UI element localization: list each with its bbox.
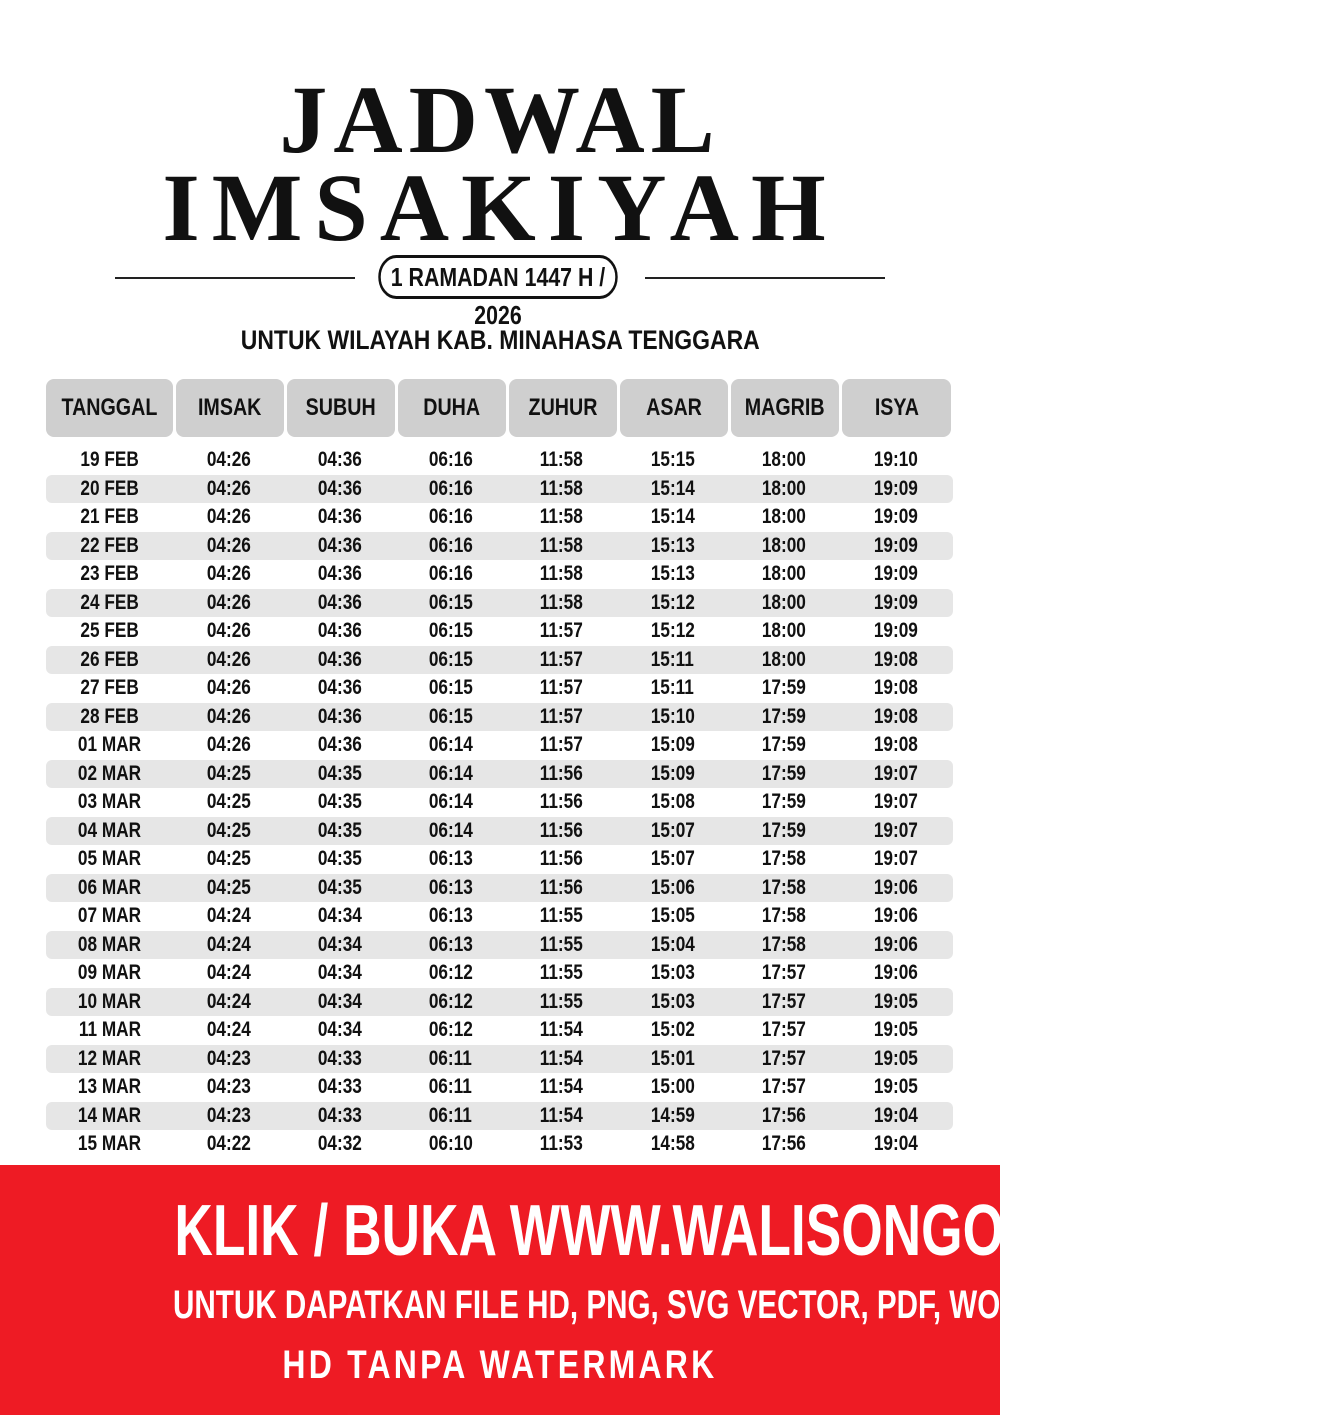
cell-magrib: 17:56 [761, 1132, 806, 1156]
header-cell-subuh: SUBUH [287, 379, 395, 437]
table-row [46, 1073, 953, 1102]
cell-zuhur: 11:56 [539, 818, 584, 842]
table-row [46, 446, 953, 475]
cell-tanggal: 10 MAR [77, 989, 142, 1013]
cell-magrib: 17:58 [761, 932, 806, 956]
table-row [46, 988, 953, 1017]
cell-imsak: 04:26 [206, 733, 251, 757]
cell-duha: 06:11 [428, 1046, 473, 1070]
cell-zuhur: 11:57 [539, 619, 584, 643]
cell-isya: 19:06 [873, 904, 919, 928]
cell-imsak: 04:26 [206, 448, 251, 472]
table-row [46, 845, 953, 874]
cell-imsak: 04:23 [206, 1046, 251, 1070]
cell-subuh: 04:36 [317, 647, 362, 671]
cell-isya: 19:06 [873, 875, 919, 899]
cell-isya: 19:09 [873, 590, 919, 614]
cell-magrib: 17:59 [761, 704, 806, 728]
cell-isya: 19:08 [873, 647, 919, 671]
cell-imsak: 04:26 [206, 619, 251, 643]
cell-duha: 06:12 [428, 961, 473, 985]
cell-subuh: 04:36 [317, 590, 362, 614]
cell-magrib: 17:59 [761, 790, 806, 814]
cell-zuhur: 11:56 [539, 847, 584, 871]
cell-duha: 06:11 [428, 1103, 473, 1127]
cell-duha: 06:16 [428, 476, 473, 500]
cell-magrib: 17:57 [761, 1075, 806, 1099]
banner-headline[interactable]: KLIK / BUKA WWW.WALISONGO.CO.ID [174, 1191, 1167, 1271]
cell-asar: 15:15 [650, 448, 695, 472]
cell-duha: 06:14 [428, 818, 473, 842]
cell-tanggal: 26 FEB [80, 647, 139, 671]
cell-subuh: 04:36 [317, 562, 362, 586]
cell-duha: 06:11 [428, 1075, 473, 1099]
cell-magrib: 17:57 [761, 961, 806, 985]
cell-tanggal: 28 FEB [80, 704, 139, 728]
cell-isya: 19:06 [873, 932, 919, 956]
cell-asar: 15:11 [650, 676, 695, 700]
cell-subuh: 04:34 [317, 961, 362, 985]
cell-isya: 19:09 [873, 562, 919, 586]
cell-duha: 06:16 [428, 505, 473, 529]
divider-left [115, 277, 355, 279]
cell-duha: 06:12 [428, 1018, 473, 1042]
cell-zuhur: 11:58 [539, 590, 584, 614]
table-row [46, 1016, 953, 1045]
cell-isya: 19:09 [873, 533, 919, 557]
table-row [46, 703, 953, 732]
table-header [46, 379, 953, 437]
cell-tanggal: 01 MAR [77, 733, 142, 757]
cell-imsak: 04:26 [206, 704, 251, 728]
cell-tanggal: 03 MAR [77, 790, 142, 814]
cell-magrib: 17:58 [761, 847, 806, 871]
cell-imsak: 04:26 [206, 562, 251, 586]
cell-tanggal: 20 FEB [80, 476, 139, 500]
cell-duha: 06:14 [428, 790, 473, 814]
cell-zuhur: 11:57 [539, 733, 584, 757]
table-row [46, 788, 953, 817]
cell-duha: 06:16 [428, 533, 473, 557]
cell-imsak: 04:24 [206, 961, 251, 985]
table-row [46, 760, 953, 789]
cell-subuh: 04:36 [317, 505, 362, 529]
cell-imsak: 04:26 [206, 647, 251, 671]
cell-magrib: 17:57 [761, 1046, 806, 1070]
cell-asar: 15:10 [650, 704, 695, 728]
cell-asar: 15:14 [650, 505, 695, 529]
table-row [46, 503, 953, 532]
cell-magrib: 17:58 [761, 904, 806, 928]
cell-asar: 15:12 [650, 619, 695, 643]
cell-zuhur: 11:54 [539, 1075, 584, 1099]
cell-asar: 15:06 [650, 875, 695, 899]
cell-isya: 19:08 [873, 676, 919, 700]
cell-duha: 06:15 [428, 647, 473, 671]
cell-tanggal: 23 FEB [80, 562, 139, 586]
cell-imsak: 04:25 [206, 790, 251, 814]
cell-subuh: 04:36 [317, 476, 362, 500]
cell-magrib: 18:00 [761, 505, 806, 529]
cell-imsak: 04:26 [206, 505, 251, 529]
cell-magrib: 17:57 [761, 1018, 806, 1042]
table-row [46, 617, 953, 646]
cell-imsak: 04:25 [206, 818, 251, 842]
cell-asar: 15:07 [650, 847, 695, 871]
cell-tanggal: 15 MAR [77, 1132, 142, 1156]
cell-zuhur: 11:57 [539, 647, 584, 671]
cell-asar: 15:11 [650, 647, 695, 671]
cell-magrib: 18:00 [761, 533, 806, 557]
cell-zuhur: 11:56 [539, 761, 584, 785]
table-row [46, 1045, 953, 1074]
cell-isya: 19:09 [873, 476, 919, 500]
cell-magrib: 17:59 [761, 818, 806, 842]
cell-zuhur: 11:53 [539, 1132, 584, 1156]
cell-imsak: 04:25 [206, 761, 251, 785]
cell-asar: 15:09 [650, 761, 695, 785]
cell-zuhur: 11:58 [539, 448, 584, 472]
cell-isya: 19:07 [873, 818, 919, 842]
cell-zuhur: 11:55 [539, 932, 584, 956]
cell-subuh: 04:36 [317, 733, 362, 757]
header-cell-isya: ISYA [842, 379, 951, 437]
cell-duha: 06:13 [428, 875, 473, 899]
cell-subuh: 04:34 [317, 1018, 362, 1042]
cell-zuhur: 11:55 [539, 961, 584, 985]
table-row [46, 560, 953, 589]
cell-magrib: 17:59 [761, 761, 806, 785]
cell-duha: 06:12 [428, 989, 473, 1013]
table-row [46, 532, 953, 561]
cell-zuhur: 11:57 [539, 704, 584, 728]
cell-tanggal: 21 FEB [80, 505, 139, 529]
cell-tanggal: 07 MAR [77, 904, 142, 928]
table-row [46, 931, 953, 960]
cell-isya: 19:04 [873, 1132, 919, 1156]
cell-magrib: 18:00 [761, 448, 806, 472]
cell-isya: 19:08 [873, 733, 919, 757]
cell-tanggal: 04 MAR [77, 818, 142, 842]
cell-magrib: 17:59 [761, 676, 806, 700]
divider-right [645, 277, 885, 279]
cell-asar: 15:12 [650, 590, 695, 614]
title-line-1: JADWAL [279, 66, 721, 173]
cell-tanggal: 13 MAR [77, 1075, 142, 1099]
cell-isya: 19:06 [873, 961, 919, 985]
cell-zuhur: 11:55 [539, 989, 584, 1013]
schedule-table-body [46, 446, 953, 1159]
cell-subuh: 04:36 [317, 676, 362, 700]
header-cell-tanggal: TANGGAL [46, 379, 173, 437]
cell-asar: 15:13 [650, 533, 695, 557]
cell-isya: 19:05 [873, 1046, 919, 1070]
period-badge: 1 RAMADAN 1447 H / 2026 [378, 255, 617, 299]
cell-imsak: 04:23 [206, 1103, 251, 1127]
cell-tanggal: 22 FEB [80, 533, 139, 557]
cell-duha: 06:15 [428, 704, 473, 728]
cell-tanggal: 06 MAR [77, 875, 142, 899]
cell-isya: 19:07 [873, 847, 919, 871]
cell-tanggal: 08 MAR [77, 932, 142, 956]
cell-magrib: 18:00 [761, 562, 806, 586]
cell-subuh: 04:34 [317, 932, 362, 956]
cell-duha: 06:10 [428, 1132, 473, 1156]
cell-duha: 06:13 [428, 847, 473, 871]
cell-tanggal: 27 FEB [80, 676, 139, 700]
cell-asar: 15:04 [650, 932, 695, 956]
cell-subuh: 04:33 [317, 1046, 362, 1070]
cell-zuhur: 11:54 [539, 1103, 584, 1127]
cell-magrib: 18:00 [761, 590, 806, 614]
cell-asar: 15:14 [650, 476, 695, 500]
cell-tanggal: 09 MAR [77, 961, 142, 985]
cell-subuh: 04:33 [317, 1103, 362, 1127]
cell-zuhur: 11:54 [539, 1018, 584, 1042]
table-row [46, 589, 953, 618]
cell-imsak: 04:22 [206, 1132, 251, 1156]
cell-isya: 19:05 [873, 1018, 919, 1042]
cell-asar: 14:59 [650, 1103, 695, 1127]
cell-isya: 19:05 [873, 1075, 919, 1099]
cell-magrib: 17:57 [761, 989, 806, 1013]
header-cell-magrib: MAGRIB [731, 379, 839, 437]
cell-magrib: 18:00 [761, 619, 806, 643]
cell-zuhur: 11:58 [539, 476, 584, 500]
cell-zuhur: 11:58 [539, 533, 584, 557]
cell-subuh: 04:35 [317, 790, 362, 814]
table-row [46, 1130, 953, 1159]
cell-asar: 15:03 [650, 989, 695, 1013]
cell-asar: 15:09 [650, 733, 695, 757]
cell-imsak: 04:26 [206, 476, 251, 500]
cell-subuh: 04:36 [317, 448, 362, 472]
cell-asar: 15:00 [650, 1075, 695, 1099]
cell-duha: 06:15 [428, 619, 473, 643]
banner-note: HD TANPA WATERMARK [282, 1343, 718, 1387]
title-line-2: IMSAKIYAH [162, 154, 838, 261]
cell-subuh: 04:35 [317, 818, 362, 842]
cell-subuh: 04:36 [317, 704, 362, 728]
cell-asar: 14:58 [650, 1132, 695, 1156]
cell-asar: 15:05 [650, 904, 695, 928]
cell-tanggal: 11 MAR [78, 1018, 141, 1042]
cell-zuhur: 11:58 [539, 562, 584, 586]
table-row [46, 674, 953, 703]
cell-duha: 06:15 [428, 676, 473, 700]
cell-tanggal: 05 MAR [77, 847, 142, 871]
cell-isya: 19:09 [873, 619, 919, 643]
cell-isya: 19:10 [873, 448, 919, 472]
cell-imsak: 04:24 [206, 904, 251, 928]
cell-subuh: 04:35 [317, 875, 362, 899]
cell-duha: 06:16 [428, 562, 473, 586]
cell-duha: 06:14 [428, 761, 473, 785]
cell-magrib: 18:00 [761, 647, 806, 671]
cell-imsak: 04:24 [206, 1018, 251, 1042]
cell-subuh: 04:35 [317, 847, 362, 871]
cell-zuhur: 11:56 [539, 875, 584, 899]
table-row [46, 959, 953, 988]
cell-isya: 19:07 [873, 790, 919, 814]
cell-magrib: 17:59 [761, 733, 806, 757]
cell-zuhur: 11:55 [539, 904, 584, 928]
cell-asar: 15:07 [650, 818, 695, 842]
cell-tanggal: 25 FEB [80, 619, 139, 643]
header-cell-duha: DUHA [398, 379, 506, 437]
cell-zuhur: 11:56 [539, 790, 584, 814]
cell-imsak: 04:23 [206, 1075, 251, 1099]
cell-subuh: 04:32 [317, 1132, 362, 1156]
cell-tanggal: 02 MAR [77, 761, 142, 785]
cell-subuh: 04:35 [317, 761, 362, 785]
cell-tanggal: 24 FEB [80, 590, 139, 614]
table-row [46, 1102, 953, 1131]
header-cell-asar: ASAR [620, 379, 728, 437]
cell-subuh: 04:36 [317, 619, 362, 643]
banner-subline: UNTUK DAPATKAN FILE HD, PNG, SVG VECTOR, PDF, WORD, EXCEL [173, 1283, 1159, 1327]
cell-subuh: 04:34 [317, 989, 362, 1013]
cell-zuhur: 11:57 [539, 676, 584, 700]
cell-duha: 06:16 [428, 448, 473, 472]
table-row [46, 902, 953, 931]
cell-isya: 19:04 [873, 1103, 919, 1127]
cell-magrib: 17:58 [761, 875, 806, 899]
cell-asar: 15:02 [650, 1018, 695, 1042]
table-row [46, 874, 953, 903]
cell-duha: 06:13 [428, 932, 473, 956]
table-row [46, 646, 953, 675]
cell-duha: 06:14 [428, 733, 473, 757]
cell-subuh: 04:33 [317, 1075, 362, 1099]
cell-asar: 15:08 [650, 790, 695, 814]
cell-imsak: 04:25 [206, 847, 251, 871]
cell-imsak: 04:26 [206, 590, 251, 614]
cell-asar: 15:01 [650, 1046, 695, 1070]
cell-isya: 19:08 [873, 704, 919, 728]
cell-subuh: 04:36 [317, 533, 362, 557]
region-subtitle: UNTUK WILAYAH KAB. MINAHASA TENGGARA [240, 325, 760, 355]
header-cell-zuhur: ZUHUR [509, 379, 617, 437]
cell-asar: 15:13 [650, 562, 695, 586]
cell-imsak: 04:26 [206, 676, 251, 700]
cell-imsak: 04:24 [206, 932, 251, 956]
cell-magrib: 17:56 [761, 1103, 806, 1127]
table-row [46, 731, 953, 760]
cell-imsak: 04:24 [206, 989, 251, 1013]
cell-asar: 15:03 [650, 961, 695, 985]
cell-zuhur: 11:58 [539, 505, 584, 529]
cell-isya: 19:05 [873, 989, 919, 1013]
cell-isya: 19:07 [873, 761, 919, 785]
cell-tanggal: 12 MAR [77, 1046, 142, 1070]
header-cell-imsak: IMSAK [176, 379, 284, 437]
promo-banner[interactable] [0, 1165, 1167, 1415]
cell-isya: 19:09 [873, 505, 919, 529]
cell-subuh: 04:34 [317, 904, 362, 928]
cell-imsak: 04:26 [206, 533, 251, 557]
cell-duha: 06:13 [428, 904, 473, 928]
table-row [46, 475, 953, 504]
cell-magrib: 18:00 [761, 476, 806, 500]
cell-duha: 06:15 [428, 590, 473, 614]
cell-tanggal: 14 MAR [77, 1103, 142, 1127]
cell-tanggal: 19 FEB [80, 448, 139, 472]
cell-imsak: 04:25 [206, 875, 251, 899]
table-row [46, 817, 953, 846]
cell-zuhur: 11:54 [539, 1046, 584, 1070]
